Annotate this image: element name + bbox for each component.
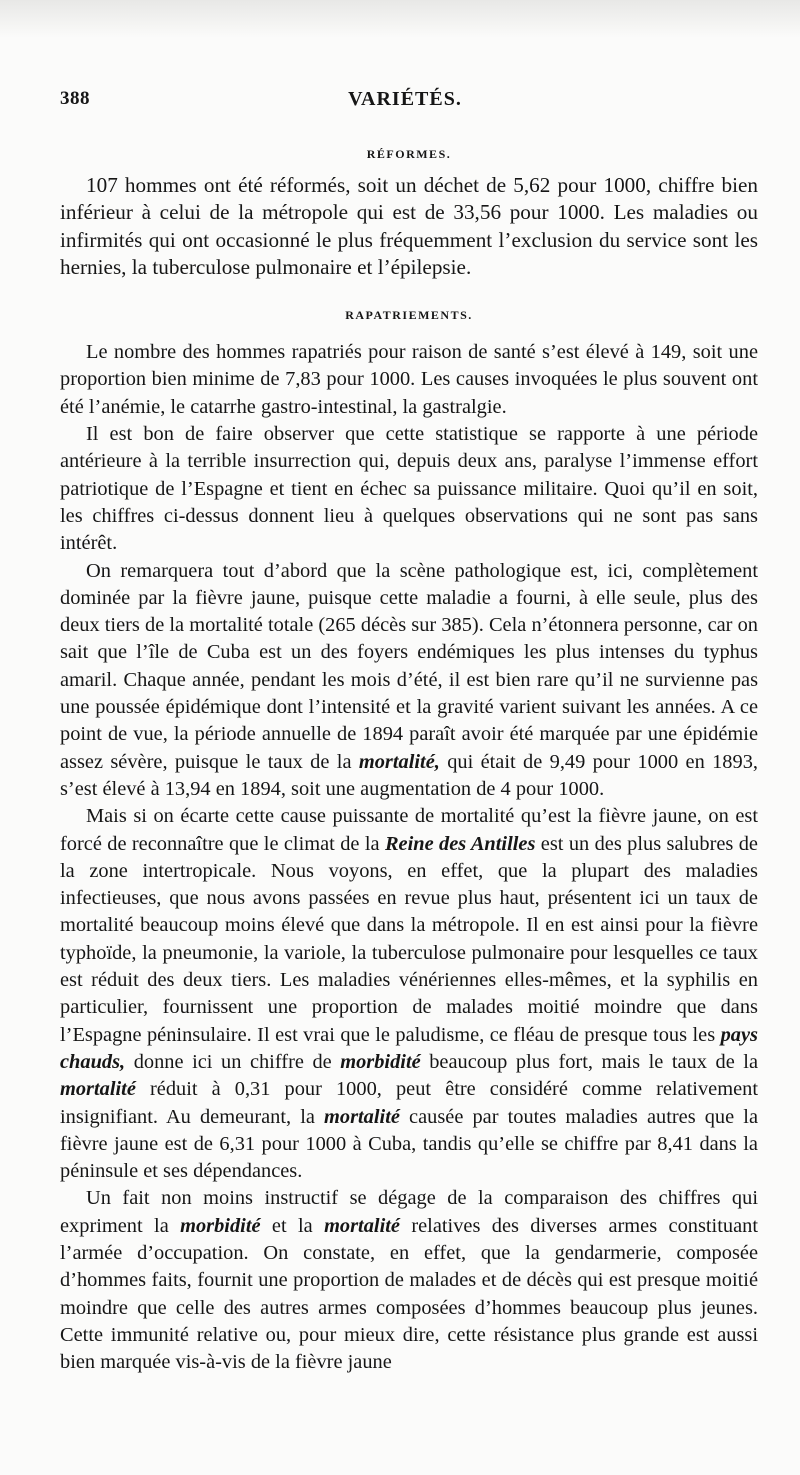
text-run: Un fait non moins instructif se dégage de la comparaison des chiffres qui expriment la bbox=[60, 1187, 758, 1237]
text-run: beaucoup plus fort, mais le taux de la bbox=[420, 1050, 759, 1073]
paragraph-reformes: 107 hommes ont été réformés, soit un déchet de 5,62 pour 1000, chiffre bien inférieur à celui de la métropole qui est de 33,56 pour 1000. Les maladies ou infirmités qui ont occasionné le plus fréquemment l’exclusion du service sont les hernies, la tuberculose pulmonaire et l’épilepsie. bbox=[60, 173, 758, 279]
paragraph-armes bbox=[60, 1185, 758, 1376]
text-run: relatives des diverses armes constituant l’armée d’occupation. On constate, en effet, que la gendarmerie, composée d’hommes faits, fournit une proportion de malades et de décès qui est presque moitié moindre que celle des autres armes composées d’hommes beaucoup plus jeunes. Cette immunité relative ou, pour mieux dire, cette résistance plus grande est aussi bien marquée vis-à-vis de la fièvre jaune bbox=[60, 1214, 758, 1374]
section-heading-rapatriements: RAPATRIEMENTS. bbox=[345, 308, 473, 323]
emphasis: pays chauds, bbox=[60, 1023, 758, 1073]
emphasis: morbidité bbox=[340, 1050, 421, 1073]
text-run: Mais si on écarte cette cause puissante de mortalité qu’est la fièvre jaune, on est forcé de reconnaître que le climat de la bbox=[60, 805, 758, 855]
scan-shadow bbox=[0, 0, 800, 38]
paragraph-rapatriements-2: Il est bon de faire observer que cette statistique se rapporte à une période antérieure à la terrible insurrection qui, depuis deux ans, paralyse l’immense effort patriotique de l’Espagne et tient en échec sa puissance militaire. Quoi qu’il en soit, les chiffres ci-dessus donnent lieu à quelques observations qui ne sont pas sans intérêt. bbox=[60, 423, 758, 555]
page-header bbox=[60, 88, 750, 116]
emphasis: mortalité, bbox=[358, 750, 440, 773]
emphasis: Reine des Antilles bbox=[384, 832, 536, 855]
running-head: VARIÉTÉS. bbox=[348, 88, 462, 110]
text-run: et la bbox=[260, 1214, 325, 1237]
body-text bbox=[60, 140, 758, 1376]
text-run: On remarquera tout d’abord que la scène pathologique est, ici, complètement dominée par la fièvre jaune, puisque cette maladie a fourni, à elle seule, plus des deux tiers de la mortalité totale (265 décès sur 385). Cela n’étonnera personne, car on sait que l’île de Cuba est un des foyers endémiques les plus intenses du typhus amaril. Chaque année, pendant les mois d’été, il est bien rare qu’il ne survienne pas une poussée épidémique dont l’intensité et la gravité varient suivant les années. A ce point de vue, la période annuelle de 1894 paraît avoir été marquée par une épidémie assez sévère, puisque le taux de la bbox=[60, 559, 758, 773]
text-run: qui était de 9,49 pour 1000 en 1893, s’est élevé à 13,94 en 1894, soit une augmentation de 4 pour 1000. bbox=[60, 750, 758, 800]
text-run: causée par toutes maladies autres que la fièvre jaune est de 6,31 pour 1000 à Cuba, tandis qu’elle se chiffre par 8,41 dans la péninsule et ses dépendances. bbox=[60, 1105, 758, 1183]
text-run: est un des plus salubres de la zone intertropicale. Nous voyons, en effet, que la plupart des maladies infectieuses, que nous avons passées en revue plus haut, présentent ici un taux de mortalité beaucoup moins élevé que dans la métropole. Il en est ainsi pour la fièvre typhoïde, la pneumonie, la variole, la tuberculose pulmonaire pour lesquelles ce taux est réduit des deux tiers. Les maladies vénériennes elles-mêmes, et la syphilis en particulier, fournissent une proportion de malades moitié moindre que dans l’Espagne péninsulaire. Il est vrai que le paludisme, ce fléau de presque tous les bbox=[60, 832, 758, 1046]
page-number: 388 bbox=[60, 88, 90, 109]
paragraph-rapatriements-1: Le nombre des hommes rapatriés pour raison de santé s’est élevé à 149, soit une proportion bien minime de 7,83 pour 1000. Les causes invoquées le plus souvent ont été l’anémie, le catarrhe gastro-intestinal, la gastralgie. bbox=[60, 341, 758, 418]
text-run: donne ici un chiffre de bbox=[125, 1050, 341, 1073]
emphasis: mortalité bbox=[60, 1078, 136, 1101]
paragraph-climat bbox=[60, 803, 758, 1185]
emphasis: mortalité bbox=[324, 1105, 400, 1128]
emphasis: mortalité bbox=[324, 1214, 400, 1237]
emphasis: morbidité bbox=[180, 1214, 261, 1237]
paragraph-fievre-jaune bbox=[60, 558, 758, 804]
section-heading-reformes: RÉFORMES. bbox=[366, 147, 452, 161]
text-run: réduit à 0,31 pour 1000, peut être considéré comme relativement insignifiant. Au demeurant, la bbox=[60, 1078, 758, 1128]
